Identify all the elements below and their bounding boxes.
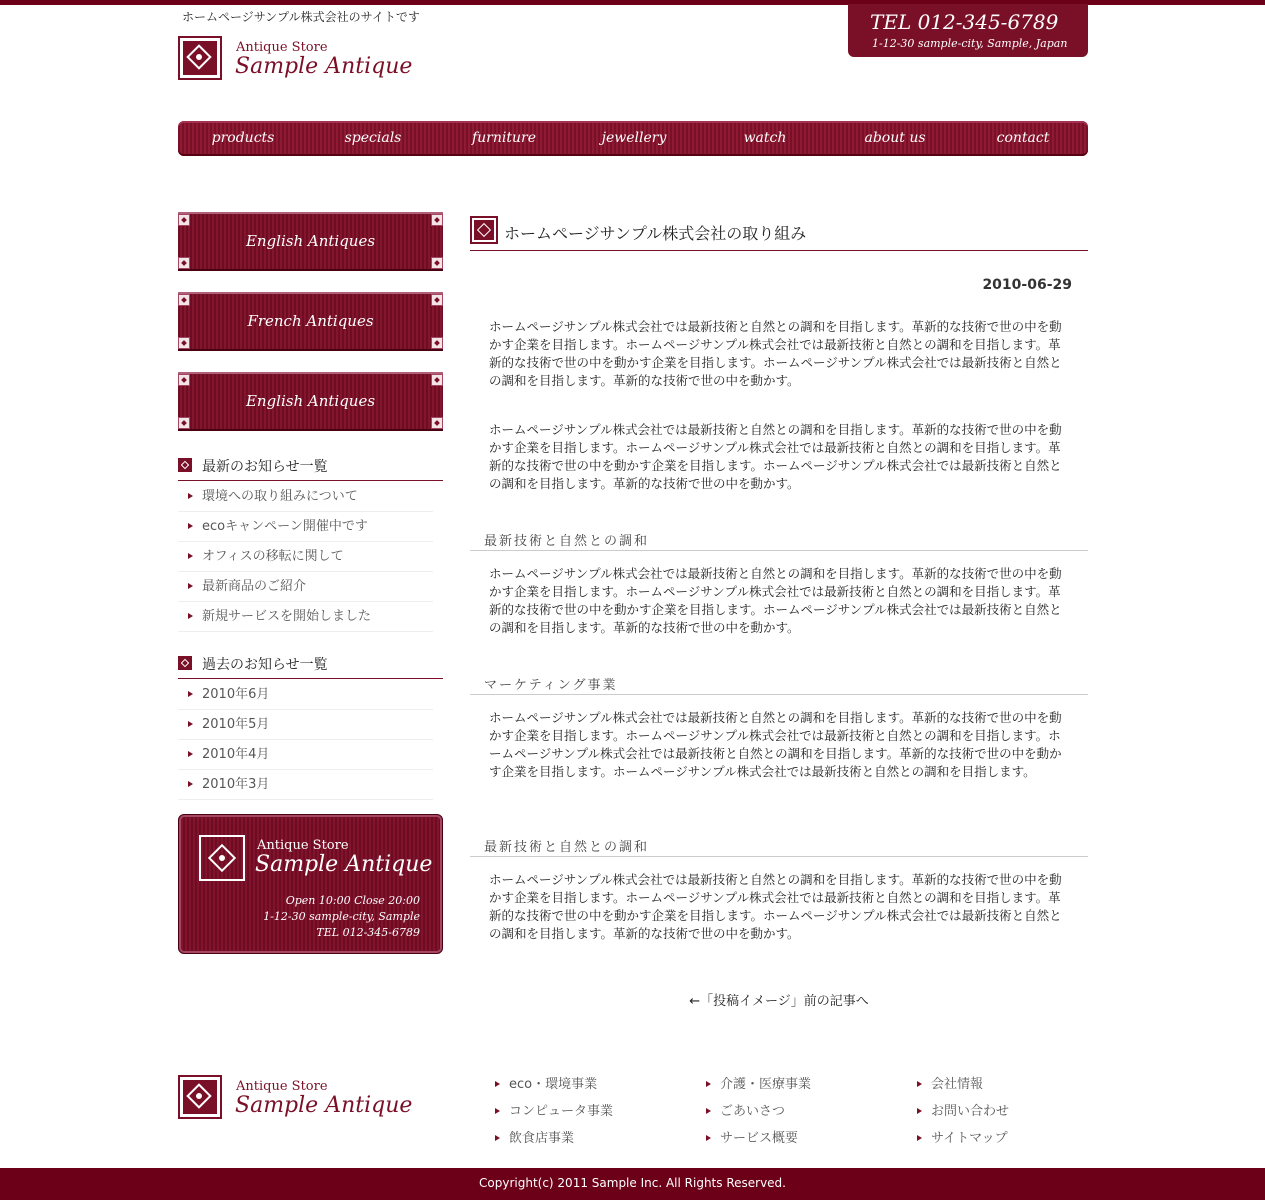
store-hours: Open 10:00 Close 20:00 xyxy=(285,894,420,907)
nav-furniture[interactable]: furniture xyxy=(471,130,536,146)
list-item xyxy=(178,770,433,800)
news-link[interactable]: ecoキャンペーン開催中です xyxy=(202,519,368,534)
archive-link[interactable]: 2010年3月 xyxy=(202,777,270,792)
latest-news-title: 最新のお知らせ一覧 xyxy=(202,459,328,475)
section-emblem-icon xyxy=(178,458,192,472)
footer-link[interactable]: サイトマップ xyxy=(931,1131,1008,1146)
latest-news-list xyxy=(178,482,443,632)
nav-about-us[interactable]: about us xyxy=(864,130,926,146)
latest-news-heading xyxy=(178,456,443,481)
arrow-right-icon xyxy=(188,691,193,697)
corner-ornament-icon xyxy=(431,257,443,269)
subheading-text: 最新技術と自然との調和 xyxy=(484,534,650,549)
list-item xyxy=(178,572,433,602)
nav-watch[interactable]: watch xyxy=(743,130,787,146)
list-item xyxy=(178,542,433,572)
store-info-box xyxy=(178,814,443,954)
arrow-right-icon xyxy=(495,1135,500,1141)
arrow-right-icon xyxy=(188,583,193,589)
nav-jewellery[interactable]: jewellery xyxy=(601,130,667,146)
news-link[interactable]: 最新商品のご紹介 xyxy=(202,579,307,594)
subheading-text: マーケティング事業 xyxy=(484,678,618,693)
page-title-bar xyxy=(470,212,1088,251)
section-emblem-icon xyxy=(178,656,192,670)
prev-post-nav xyxy=(470,990,1088,1009)
post-date: 2010-06-29 xyxy=(982,277,1072,293)
corner-ornament-icon xyxy=(431,337,443,349)
arrow-right-icon xyxy=(495,1081,500,1087)
arrow-right-icon xyxy=(917,1135,922,1141)
archive-heading xyxy=(178,654,443,679)
news-link[interactable]: オフィスの移転に関して xyxy=(202,549,344,564)
prev-post-link[interactable]: ←「投稿イメージ」前の記事へ xyxy=(689,994,869,1009)
store-title: Sample Antique xyxy=(255,852,433,877)
archive-list xyxy=(178,680,443,800)
arrow-right-icon xyxy=(917,1108,922,1114)
subheading-1 xyxy=(470,526,1088,551)
logo-title: Sample Antique xyxy=(235,1093,413,1118)
corner-ornament-icon xyxy=(178,214,190,226)
list-item xyxy=(178,680,433,710)
corner-ornament-icon xyxy=(178,294,190,306)
news-link[interactable]: 新規サービスを開始しました xyxy=(202,609,372,624)
subheading-text: 最新技術と自然との調和 xyxy=(484,840,650,855)
subheading-2 xyxy=(470,670,1088,695)
store-emblem-icon xyxy=(199,835,245,881)
main-navigation xyxy=(178,121,1088,156)
footer-link[interactable]: 会社情報 xyxy=(931,1077,984,1092)
address: 1-12-30 sample-city, Sample, Japan xyxy=(872,37,1068,50)
footer-link[interactable]: eco・環境事業 xyxy=(509,1077,598,1092)
arrow-right-icon xyxy=(188,721,193,727)
archive-title: 過去のお知らせ一覧 xyxy=(202,657,328,673)
site-tagline: ホームページサンプル株式会社のサイトです xyxy=(182,10,420,24)
archive-link[interactable]: 2010年4月 xyxy=(202,747,270,762)
arrow-right-icon xyxy=(706,1081,711,1087)
corner-ornament-icon xyxy=(431,294,443,306)
corner-ornament-icon xyxy=(431,214,443,226)
banner-english-antiques[interactable] xyxy=(178,212,443,271)
arrow-right-icon xyxy=(917,1081,922,1087)
footer-link[interactable]: 介護・医療事業 xyxy=(720,1077,812,1092)
corner-ornament-icon xyxy=(178,417,190,429)
list-item xyxy=(178,482,433,512)
list-item xyxy=(178,710,433,740)
footer-link[interactable]: コンピュータ事業 xyxy=(509,1104,614,1119)
arrow-right-icon xyxy=(706,1135,711,1141)
corner-ornament-icon xyxy=(431,417,443,429)
copyright-bar xyxy=(0,1168,1265,1200)
paragraph-4: ホームページサンプル株式会社では最新技術と自然との調和を目指します。革新的な技術で世の中を動かす企業を目指します。ホームページサンプル株式会社では最新技術と自然との調和を目指します。ホームページサンプル株式会社では最新技術と自然との調和を目指します。革新的な技術で世の中を動かす企業を目指します。ホームページサンプル株式会社では最新技術と自然との調和を目指します。 xyxy=(489,710,1062,779)
arrow-right-icon xyxy=(188,493,193,499)
footer-link[interactable]: 飲食店事業 xyxy=(509,1131,575,1146)
store-address: 1-12-30 sample-city, Sample xyxy=(263,910,420,923)
banner-label: French Antiques xyxy=(247,312,374,330)
banner-french-antiques[interactable] xyxy=(178,292,443,351)
store-details xyxy=(263,893,420,941)
logo-emblem-icon xyxy=(178,36,222,80)
paragraph-3: ホームページサンプル株式会社では最新技術と自然との調和を目指します。革新的な技術で世の中を動かす企業を目指します。ホームページサンプル株式会社では最新技術と自然との調和を目指します。革新的な技術で世の中を動かす企業を目指します。ホームページサンプル株式会社では最新技術と自然との調和を目指します。革新的な技術で世の中を動かす。 xyxy=(489,566,1062,635)
paragraph-5: ホームページサンプル株式会社では最新技術と自然との調和を目指します。革新的な技術で世の中を動かす企業を目指します。ホームページサンプル株式会社では最新技術と自然との調和を目指します。革新的な技術で世の中を動かす企業を目指します。ホームページサンプル株式会社では最新技術と自然との調和を目指します。革新的な技術で世の中を動かす。 xyxy=(489,872,1062,941)
arrow-right-icon xyxy=(188,613,193,619)
archive-link[interactable]: 2010年5月 xyxy=(202,717,270,732)
news-link[interactable]: 環境への取り組みについて xyxy=(202,489,358,504)
title-emblem-icon xyxy=(470,216,498,244)
logo-subtitle: Antique Store xyxy=(236,1079,328,1094)
paragraph-1: ホームページサンプル株式会社では最新技術と自然との調和を目指します。革新的な技術で世の中を動かす企業を目指します。ホームページサンプル株式会社では最新技術と自然との調和を目指します。革新的な技術で世の中を動かす企業を目指します。ホームページサンプル株式会社では最新技術と自然との調和を目指します。革新的な技術で世の中を動かす。 xyxy=(489,319,1062,388)
paragraph-2: ホームページサンプル株式会社では最新技術と自然との調和を目指します。革新的な技術で世の中を動かす企業を目指します。ホームページサンプル株式会社では最新技術と自然との調和を目指します。革新的な技術で世の中を動かす企業を目指します。ホームページサンプル株式会社では最新技術と自然との調和を目指します。革新的な技術で世の中を動かす。 xyxy=(489,422,1062,491)
list-item xyxy=(178,512,433,542)
archive-link[interactable]: 2010年6月 xyxy=(202,687,270,702)
corner-ornament-icon xyxy=(178,257,190,269)
phone-number: TEL 012-345-6789 xyxy=(870,10,1059,34)
nav-contact[interactable]: contact xyxy=(996,130,1050,146)
logo-title: Sample Antique xyxy=(235,54,413,79)
list-item xyxy=(178,602,433,632)
footer-link[interactable]: お問い合わせ xyxy=(931,1104,1010,1119)
corner-ornament-icon xyxy=(178,337,190,349)
arrow-right-icon xyxy=(188,523,193,529)
arrow-right-icon xyxy=(188,553,193,559)
corner-ornament-icon xyxy=(431,374,443,386)
store-tel: TEL 012-345-6789 xyxy=(316,926,420,939)
corner-ornament-icon xyxy=(178,374,190,386)
banner-label: English Antiques xyxy=(245,392,376,410)
arrow-right-icon xyxy=(188,751,193,757)
logo-subtitle: Antique Store xyxy=(236,40,328,55)
subheading-3 xyxy=(470,832,1088,857)
copyright-text: Copyright(c) 2011 Sample Inc. All Rights Reserved. xyxy=(479,1176,786,1190)
page-title: ホームページサンプル株式会社の取り組み xyxy=(504,224,807,243)
footer-link[interactable]: サービス概要 xyxy=(720,1131,799,1146)
arrow-right-icon xyxy=(188,781,193,787)
store-subtitle: Antique Store xyxy=(257,838,349,853)
logo-emblem-icon xyxy=(178,1075,222,1119)
banner-label: English Antiques xyxy=(245,232,376,250)
arrow-right-icon xyxy=(495,1108,500,1114)
arrow-right-icon xyxy=(706,1108,711,1114)
footer-link[interactable]: ごあいさつ xyxy=(720,1104,786,1119)
nav-products[interactable]: products xyxy=(211,130,275,146)
nav-specials[interactable]: specials xyxy=(344,130,402,146)
banner-english-antiques-2[interactable] xyxy=(178,372,443,431)
contact-box xyxy=(848,4,1088,57)
list-item xyxy=(178,740,433,770)
